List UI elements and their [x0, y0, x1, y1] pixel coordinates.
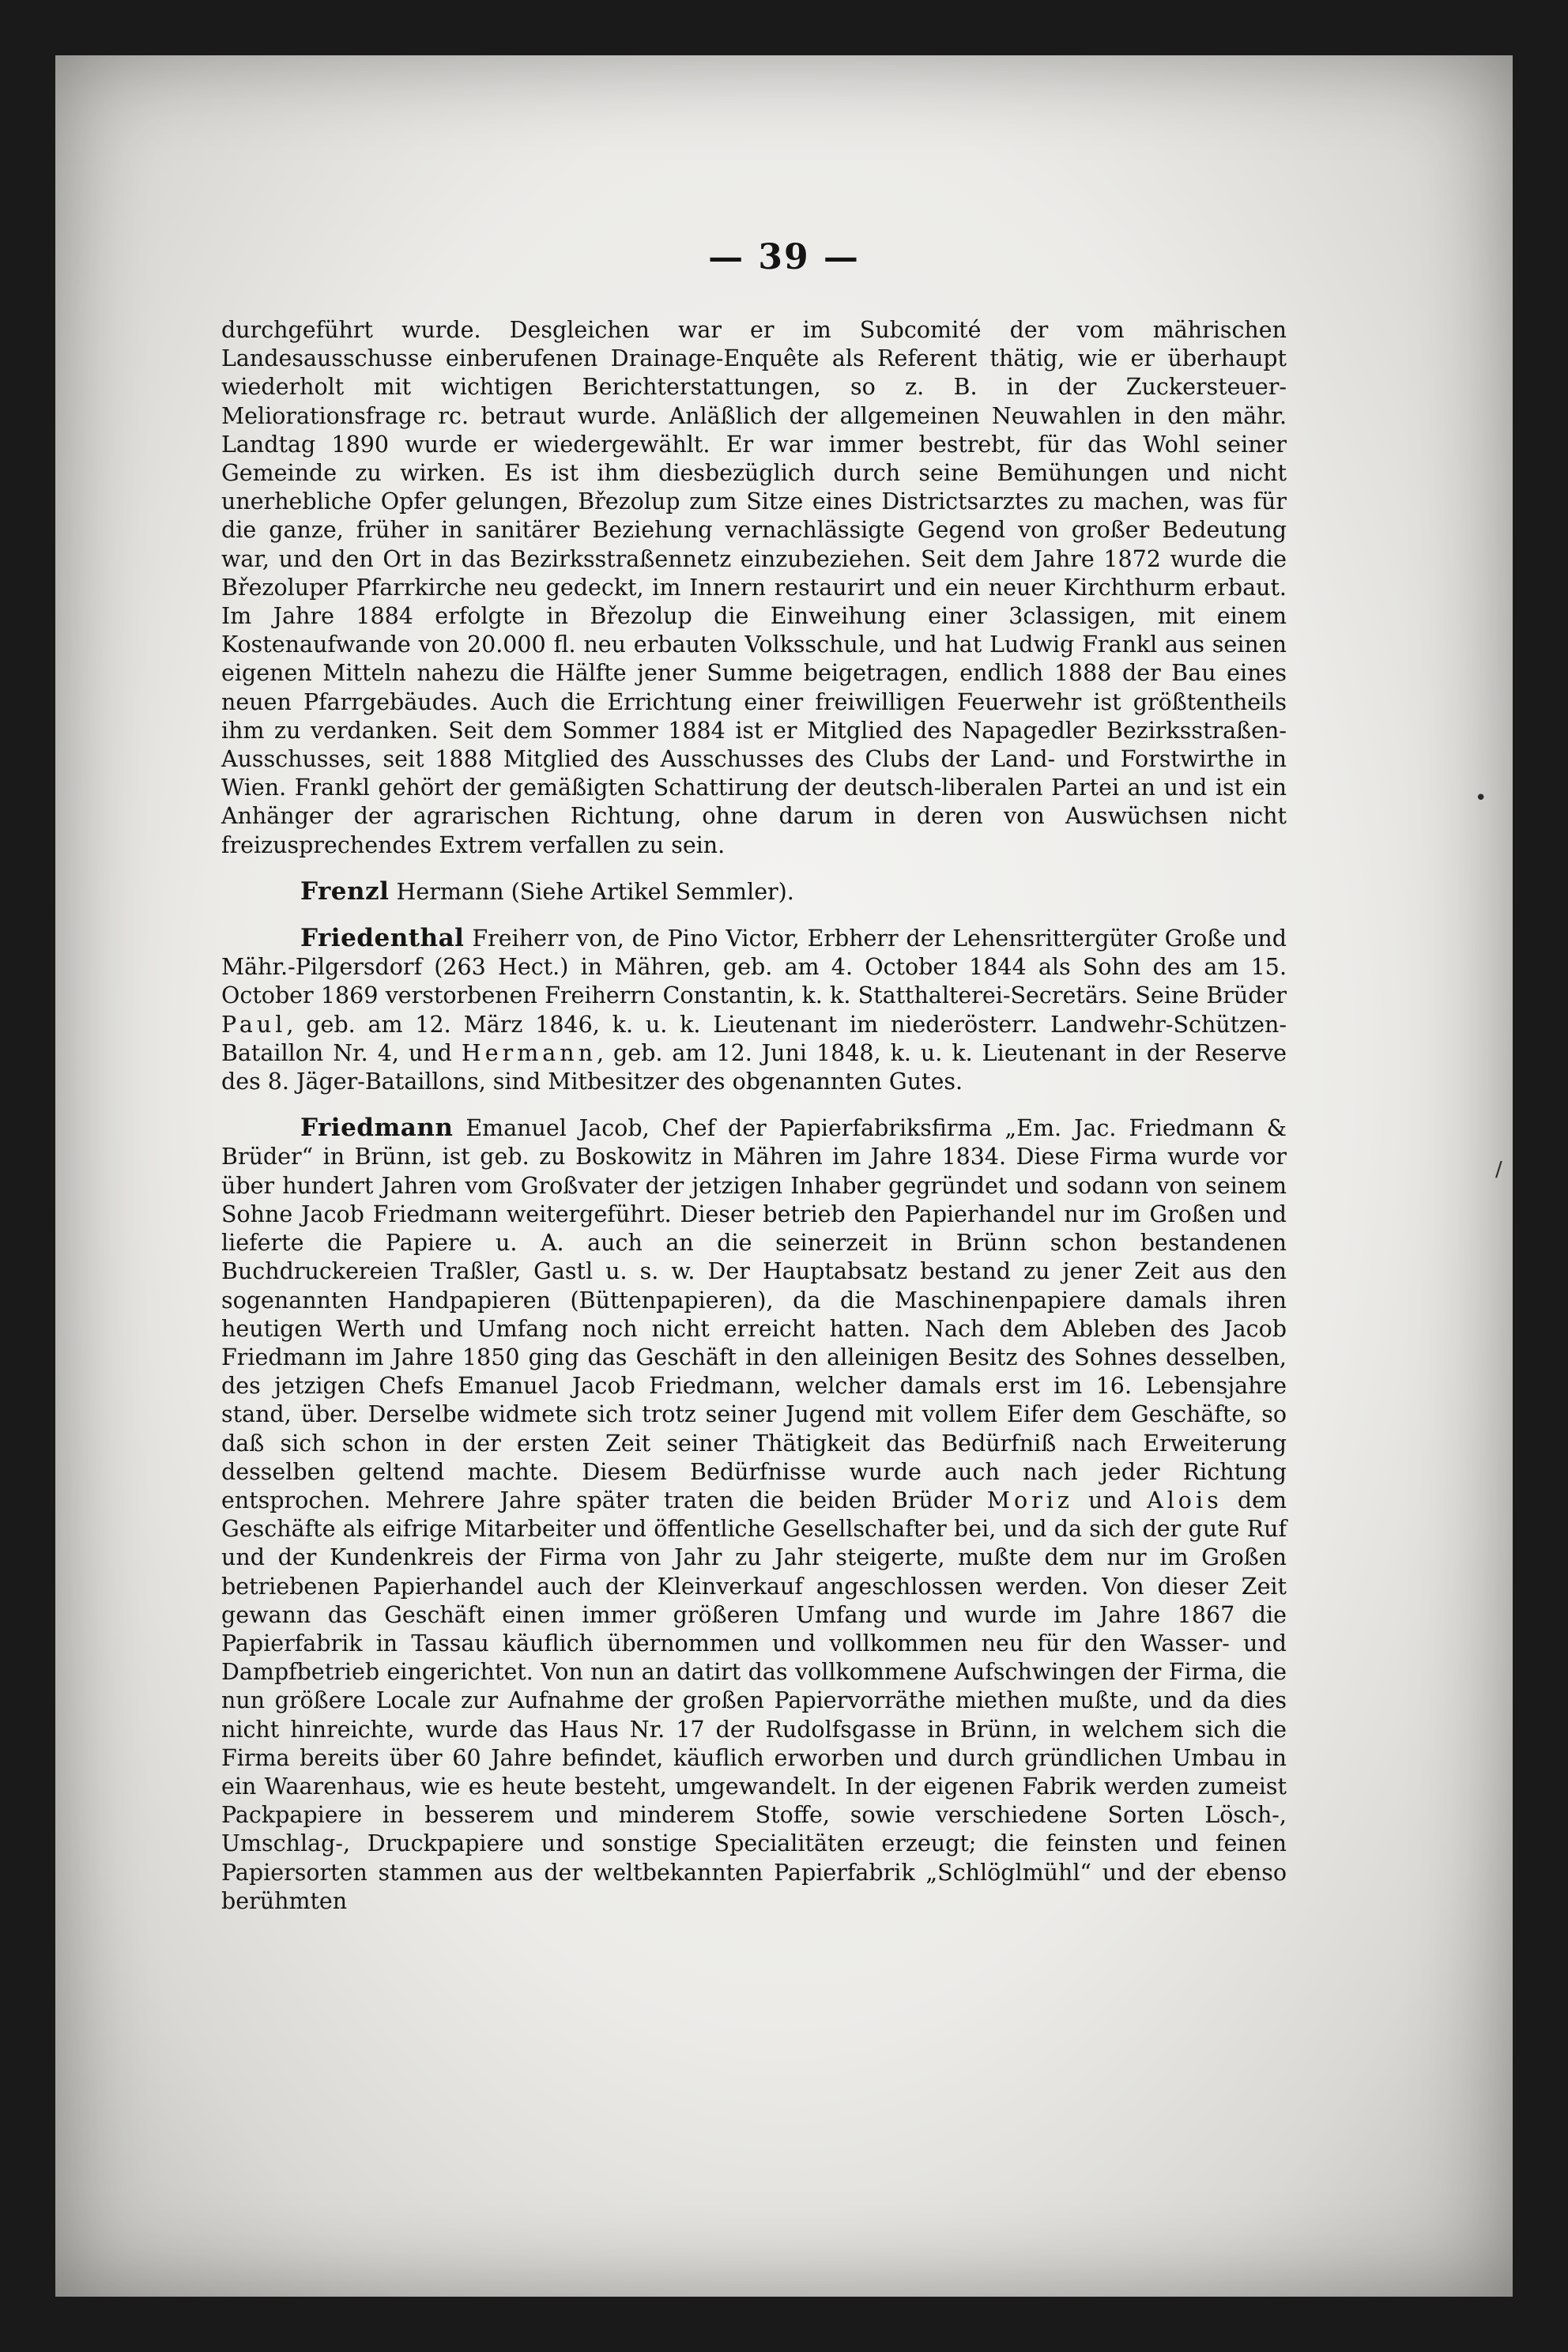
spaced-name: Alois [1147, 1487, 1223, 1513]
headword-friedenthal: Friedenthal [300, 924, 465, 953]
entry-text: und [1072, 1487, 1148, 1513]
entry-text: Emanuel Jacob, Chef der Papierfabriksfirma „Em. Jac. Friedmann & Brüder“ in Brünn, ist geb. zu Boskowitz in Mähren im Jahre 1834. Diese Firma wurde vor über hundert Jahren vom Großvater der jetzigen Inhaber gegründet und sodann von seinem Sohne Jacob Friedmann weitergeführt. Dieser betrieb den Papierhandel nur im Großen und lieferte die Papiere u. A. auch an die seinerzeit in Brünn schon bestandenen Buchdruckereien Traßler, Gastl u. s. w. Der Hauptabsatz bestand zu jener Zeit aus den sogenannten Handpapieren (Büttenpapieren), da die Maschinenpapiere damals ihren heutigen Werth und Umfang noch nicht erreicht hatten. Nach dem Ableben des Jacob Friedmann im Jahre 1850 ging das Geschäft in den alleinigen Besitz des Sohnes desselben, des jetzigen Chefs Emanuel Jacob Friedmann, welcher damals erst im 16. Lebensjahre stand, über. Derselbe widmete sich trotz seiner Jugend mit vollem Eifer dem Geschäfte, so daß sich schon in der ersten Zeit seiner Thätigkeit das Bedürfniß nach Erweiterung desselben geltend machte. Diesem Bedürfnisse wurde auch nach jeder Richtung entsprochen. Mehrere Jahre später traten die beiden Brüder [221, 1115, 1287, 1513]
entry-text: , geb. am 12. Juni 1848, k. u. k. Lieutenant in der Reserve des 8. Jäger-Bataillons, sind Mitbesitzer des obgenannten Gutes. [221, 1039, 1287, 1095]
spaced-name: Hermann [461, 1039, 597, 1066]
entry-text: Hermann (Siehe Artikel Semmler). [396, 878, 794, 905]
body-text [221, 316, 1287, 1916]
entry-friedenthal [221, 924, 1287, 1096]
entry-text: dem Geschäfte als eifrige Mitarbeiter und öffentliche Gesellschafter bei, und da sich der gute Ruf und der Kundenkreis der Firma von Jahr zu Jahr steigerte, mußte dem nur im Großen betriebenen Papierhandel auch der Kleinverkauf angeschlossen werden. Von dieser Zeit gewann das Geschäft einen immer größeren Umfang und wurde im Jahre 1867 die Papierfabrik in Tassau käuflich übernommen und vollkommen neu für den Wasser- und Dampfbetrieb eingerichtet. Von nun an datirt das vollkommene Aufschwingen der Firma, die nun größere Locale zur Aufnahme der großen Papiervorräthe miethen mußte, und da dies nicht hinreichte, wurde das Haus Nr. 17 der Rudolfsgasse in Brünn, in welchem sich die Firma bereits über 60 Jahre befindet, käuflich erworben und durch gründlichen Umbau in ein Waarenhaus, wie es heute besteht, umgewandelt. In der eigenen Fabrik werden zumeist Packpapiere in besserem und minderem Stoffe, sowie verschiedene Sorten Lösch-, Umschlag-, Druckpapiere und sonstige Specialitäten erzeugt; die feinsten und feinen Papiersorten stammen aus der weltbekannten Papierfabrik „Schlöglmühl“ und der ebenso berühmten [221, 1487, 1287, 1914]
scanned-page [55, 55, 1513, 2297]
margin-slash: / [1495, 1158, 1502, 1182]
entry-text: Freiherr von, de Pino Victor, Erbherr der Lehensrittergüter Große und Mähr.-Pilgersdorf (263 Hect.) in Mähren, geb. am 4. October 1844 als Sohn des am 15. October 1869 verstorbenen Freiherrn Constantin, k. k. Statthalterei-Secretärs. Seine Brüder [221, 925, 1287, 1009]
spaced-name: Paul [221, 1011, 287, 1038]
headword-friedmann: Friedmann [300, 1114, 454, 1143]
spaced-name: Moriz [986, 1487, 1073, 1513]
entry-frenzl [221, 877, 1287, 906]
headword-frenzl: Frenzl [300, 876, 390, 906]
page-number: — 39 — [708, 237, 860, 277]
entry-friedmann [221, 1114, 1287, 1916]
continuation-paragraph: durchgeführt wurde. Desgleichen war er im Subcomité der vom mährischen Landesausschusse einberufenen Drainage-Enquête als Referent thätig, wie er überhaupt wiederholt mit wichtigen Berichterstattungen, so z. B. in der Zuckersteuer-Meliorationsfrage rc. betraut wurde. Anläßlich der allgemeinen Neuwahlen in den mähr. Landtag 1890 wurde er wiedergewählt. Er war immer bestrebt, für das Wohl seiner Gemeinde zu wirken. Es ist ihm diesbezüglich durch seine Bemühungen und nicht unerhebliche Opfer gelungen, Březolup zum Sitze eines Districtsarztes zu machen, was für die ganze, früher in sanitärer Beziehung vernachlässigte Gegend von großer Bedeutung war, und den Ort in das Bezirksstraßennetz einzubeziehen. Seit dem Jahre 1872 wurde die Březoluper Pfarrkirche neu gedeckt, im Innern restaurirt und ein neuer Kirchthurm erbaut. Im Jahre 1884 erfolgte in Březolup die Einweihung einer 3classigen, mit einem Kostenaufwande von 20.000 fl. neu erbauten Volksschule, und hat Ludwig Frankl aus seinen eigenen Mitteln nahezu die Hälfte jener Summe beigetragen, endlich 1888 der Bau eines neuen Pfarrgebäudes. Auch die Errichtung einer freiwilligen Feuerwehr ist größtentheils ihm zu verdanken. Seit dem Sommer 1884 ist er Mitglied des Napagedler Bezirksstraßen-Ausschusses, seit 1888 Mitglied des Ausschusses des Clubs der Land- und Forstwirthe in Wien. Frankl gehört der gemäßigten Schattirung der deutsch-liberalen Partei an und ist ein Anhänger der agrarischen Richtung, ohne darum in deren von Auswüchsen nicht freizusprechendes Extrem verfallen zu sein. [221, 317, 1287, 858]
entry-text: , geb. am 12. März 1846, k. u. k. Lieutenant im niederösterr. Landwehr-Schützen-Bataillon Nr. 4, und [221, 1011, 1287, 1066]
margin-dot: • [1475, 786, 1487, 810]
